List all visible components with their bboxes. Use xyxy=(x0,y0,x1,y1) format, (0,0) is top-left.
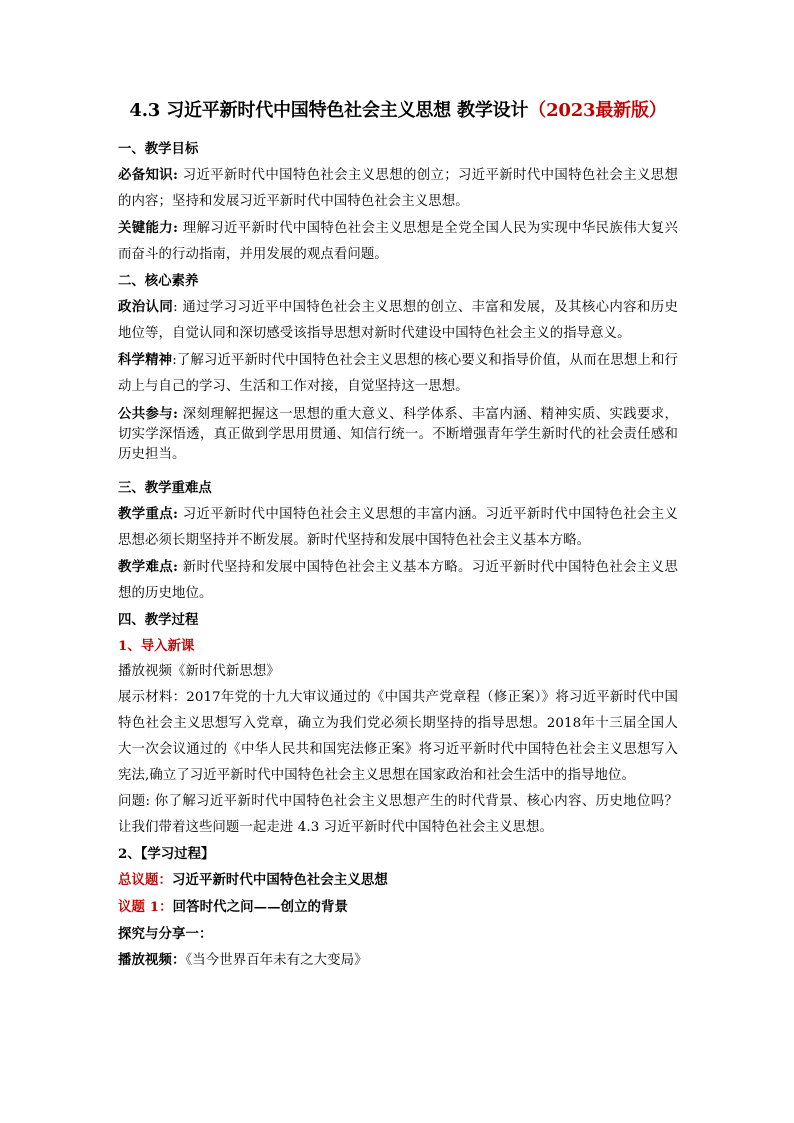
text-ability: 理解习近平新时代中国特色社会主义思想是全党全国人民为实现中华民族伟大复兴而奋斗的行动指南，并用发展的观点看问题。 xyxy=(118,221,678,262)
label-public: 公共参与: xyxy=(118,406,179,422)
label-knowledge: 必备知识: xyxy=(118,167,179,183)
paragraph-topic1 xyxy=(118,894,678,921)
heading-keypoints: 三、教学重难点 xyxy=(118,480,212,496)
paragraph-public xyxy=(118,404,678,465)
label-topic: 总议题： xyxy=(118,872,172,888)
text-key: 习近平新时代中国特色社会主义思想的丰富内涵。习近平新时代中国特色社会主义思想必须长期坚持并不断发展。新时代坚持和发展中国特色社会主义基本方略。 xyxy=(118,507,678,548)
label-difficulty: 教学难点: xyxy=(118,559,179,575)
paragraph-material: 展示材料：2017年党的十九大审议通过的《中国共产党章程（修正案）》将习近平新时代中国特色社会主义思想写入党章，确立为我们党必须长期坚持的指导思想。2018年十三届全国人大一次会议通过的《中华人民共和国宪法修正案》将习近平新时代中国特色社会主义思想写入宪法,确立了习近平新时代中国特色社会主义思想在国家政治和社会生活中的指导地位。 xyxy=(118,690,678,783)
heading-literacy: 二、核心素养 xyxy=(118,273,199,289)
text-video2: 《当今世界百年未有之大变局》 xyxy=(185,953,368,968)
paragraph-question: 问题: 你了解习近平新时代中国特色社会主义思想产生的时代背景、核心内容、历史地位吗？让我们带着这些问题一起走进 4.3 习近平新时代中国特色社会主义思想。 xyxy=(118,794,678,835)
text-difficulty: 新时代坚持和发展中国特色社会主义基本方略。习近平新时代中国特色社会主义思想的历史地位。 xyxy=(118,560,678,601)
paragraph-political xyxy=(118,294,678,347)
label-science: 科学精神 xyxy=(118,352,173,368)
label-key: 教学重点: xyxy=(118,506,179,522)
paragraph-explore: 探究与分享一： xyxy=(118,926,213,942)
page-title xyxy=(118,96,678,122)
text-topic: 习近平新时代中国特色社会主义思想 xyxy=(171,872,388,888)
paragraph-difficulty xyxy=(118,554,678,607)
text-science: :了解习近平新时代中国特色社会主义思想的核心要义和指导价值，从而在思想上和行动上与自己的学习、生活和工作对接，自觉坚持这一思想。 xyxy=(118,353,678,394)
paragraph-knowledge xyxy=(118,162,678,215)
heading-goals: 一、教学目标 xyxy=(118,141,199,157)
label-ability: 关键能力: xyxy=(118,220,179,236)
heading-process: 四、教学过程 xyxy=(118,612,199,628)
title-main: 4.3 习近平新时代中国特色社会主义思想 教学设计 xyxy=(129,100,529,121)
text-topic1: 回答时代之问——创立的背景 xyxy=(172,899,349,915)
document-body xyxy=(118,96,678,974)
label-video2: 播放视频： xyxy=(118,952,186,968)
text-public: 深刻理解把握这一思想的重大意义、科学体系、丰富内涵、精神实质、实践要求，切实学深悟透，真正做到学思用贯通、知信行统一。不断增强青年学生新时代的社会责任感和历史担当。 xyxy=(118,407,678,462)
text-knowledge: 习近平新时代中国特色社会主义思想的创立；习近平新时代中国特色社会主义思想的内容；坚持和发展习近平新时代中国特色社会主义思想。 xyxy=(118,168,678,209)
paragraph-ability xyxy=(118,215,678,268)
paragraph-video2 xyxy=(118,947,678,974)
text-political: : 通过学习习近平中国特色社会主义思想的创立、丰富和发展，及其核心内容和历史地位等，自觉认同和深切感受该指导思想对新时代建设中国特色社会主义的指导意义。 xyxy=(118,300,678,341)
title-suffix: （2023最新版） xyxy=(528,100,667,121)
paragraph-key xyxy=(118,501,678,554)
paragraph-video1: 播放视频《新时代新思想》 xyxy=(118,664,280,679)
heading-step1: 1、导入新课 xyxy=(118,638,195,654)
heading-step2: 2、【学习过程】 xyxy=(118,846,215,862)
label-topic1: 议题 1： xyxy=(118,899,173,915)
label-political: 政治认同 xyxy=(118,299,174,315)
paragraph-science xyxy=(118,347,678,400)
paragraph-topic xyxy=(118,867,678,894)
